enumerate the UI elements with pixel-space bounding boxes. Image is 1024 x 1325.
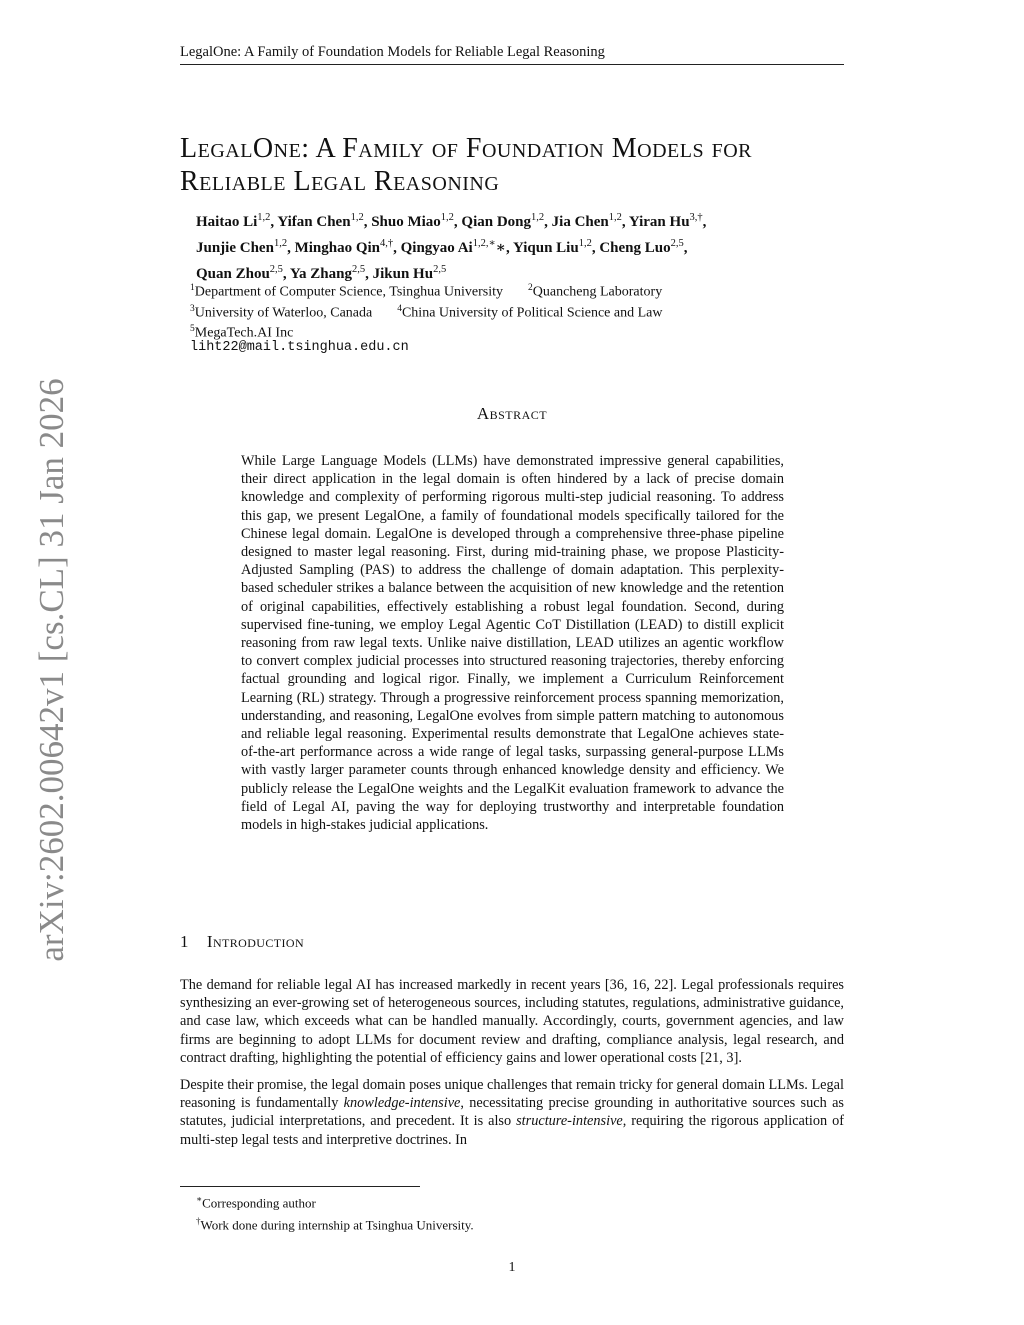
intro-p2-text-b: , necessitating precise grounding in authoritative sources such as statutes, judicial interpretations, and precedent. It is also — [180, 1095, 844, 1130]
footnotes — [196, 1190, 836, 1235]
affiliation-sup: 3 — [190, 303, 195, 314]
author-name: Cheng Luo — [599, 240, 671, 256]
author-sup: 2,5 — [351, 264, 366, 275]
footnote-rule — [180, 1186, 420, 1187]
section-number: 1 — [180, 932, 189, 951]
affiliation-row — [190, 280, 830, 301]
author-name: Jikun Hu — [372, 266, 434, 282]
footnote-mark: ∗ — [196, 1194, 203, 1204]
arxiv-identifier — [32, 380, 72, 960]
author-sep: , — [544, 214, 552, 230]
author-sep: , — [270, 214, 278, 230]
footnote — [196, 1212, 836, 1234]
author-name: Yiqun Liu — [512, 240, 579, 256]
affiliations — [190, 280, 830, 342]
author-name: Shuo Miao — [371, 214, 441, 230]
section-heading — [180, 932, 304, 952]
section-title: Introduction — [206, 932, 305, 951]
author-sup: 3,† — [689, 212, 703, 223]
author-sup: 2,5 — [433, 264, 447, 275]
intro-p2-text-a: Despite their promise, the legal domain poses unique challenges that remain tricky for general domain LLMs. Legal reasoning is fundamentally — [180, 1077, 844, 1112]
affiliation-text: Department of Computer Science, Tsinghua University — [194, 284, 503, 300]
footnote-text: Corresponding author — [202, 1195, 316, 1211]
author-list — [196, 207, 836, 285]
title-line-1: LegalOne: A Family of Foundation Models for — [180, 133, 752, 164]
author-sup: 1,2 — [257, 212, 271, 223]
footnote-mark: † — [196, 1216, 201, 1227]
running-head: LegalOne: A Family of Foundation Models for Reliable Legal Reasoning — [180, 44, 844, 65]
paper-title — [180, 132, 860, 198]
author-sup: 1,2 — [531, 212, 545, 223]
affiliation-sup: 2 — [528, 283, 533, 293]
author-sep: , — [453, 214, 462, 230]
author-sep: , — [393, 240, 401, 256]
affiliation-text: MegaTech.AI Inc — [194, 325, 294, 341]
affiliation-text: University of Waterloo, Canada — [194, 305, 373, 321]
introduction-body — [180, 976, 844, 1158]
author-sep: , — [365, 266, 373, 282]
author-name: Qingyao Ai — [400, 240, 473, 256]
author-sup: 2,5 — [269, 264, 283, 275]
author-name: Minghao Qin — [294, 240, 380, 256]
intro-paragraph-2 — [180, 1076, 844, 1149]
author-sep: , — [683, 240, 688, 256]
author-name: Haitao Li — [196, 214, 258, 230]
author-sup: 1,2 — [350, 212, 364, 223]
abstract-body: While Large Language Models (LLMs) have demonstrated impressive general capabilities, their direct application in the legal domain is often hindered by a lack of precise domain knowledge and complexity of performing rigorous multi-step judicial reasoning. To address this gap, we present LegalOne, a family of foundational models specifically tailored for the Chinese legal domain. LegalOne is developed through a comprehensive three-phase pipeline designed to master legal reasoning. First, during mid-training phase, we propose Plasticity-Adjusted Sampling (PAS) to address the challenge of domain adaptation. This perplexity-based scheduler strikes a balance between the acquisition of new knowledge and the retention of original capabilities, effectively establishing a robust legal foundation. Second, during supervised fine-tuning, we employ Legal Agentic CoT Distillation (LEAD) to distill explicit reasoning from raw legal texts. Unlike naive distillation, LEAD utilizes an agentic workflow to convert complex judicial processes into structured reasoning trajectories, thereby enforcing factual grounding and logical rigor. Finally, we implement a Curriculum Reinforcement Learning (RL) strategy. Through a progressive reinforcement process spanning memorization, understanding, and reasoning, LegalOne evolves from simple pattern matching to autonomous and reliable legal reasoning. Experimental results demonstrate that LegalOne achieves state-of-the-art performance across a wide range of legal tasks, surpassing general-purpose LLMs with vastly larger parameter counts through enhanced knowledge density and efficiency. We publicly release the LegalOne weights and the LegalKit evaluation framework to advance the field of Legal AI, paving the way for deploying trustworthy and interpretable foundation models in high-stakes judicial applications. — [241, 453, 784, 834]
abstract-heading: Abstract — [476, 404, 548, 423]
affiliation-sup: 5 — [190, 324, 195, 335]
author-sep: , — [591, 240, 600, 256]
author-sep: , — [621, 214, 629, 230]
author-sup: 2,5 — [670, 238, 684, 249]
title-line-2: Reliable Legal Reasoning — [180, 166, 500, 197]
intro-paragraph-1: The demand for reliable legal AI has increased markedly in recent years [36, 16, 22]. Legal professionals requires synthesizing an ever-growing set of heterogeneous sources, including statutes, regulations, administrative guidance, and case law, which exceeds what can be handled manually. Accordingly, courts, government agencies, and law firms are beginning to adopt LLMs for document review and drafting, compliance analysis, legal research, and contract drafting, highlighting the potential of efficiency gains and lower operational costs [21, 3]. — [180, 977, 844, 1066]
footnote — [196, 1190, 836, 1212]
affiliation-row — [190, 301, 830, 322]
affiliation-row — [190, 321, 830, 342]
contact-email[interactable]: liht22@mail.tsinghua.edu.cn — [190, 340, 409, 355]
intro-p2-emphasis-2: structure-intensive — [516, 1113, 623, 1130]
arxiv-identifier-text: arXiv:2602.00642v1 [cs.CL] 31 Jan 2026 — [32, 378, 71, 962]
intro-p2-text-c: , requiring the rigorous application of multi-step legal tests and interpretive doctrines. In — [180, 1113, 844, 1148]
author-name: Ya Zhang — [289, 266, 352, 282]
author-sup: 1,2 — [440, 212, 454, 223]
affiliation-sup: 1 — [190, 283, 195, 293]
author-sep: , — [702, 214, 707, 230]
author-name: Yiran Hu — [628, 214, 690, 230]
author-sup: 1,2,∗ — [472, 238, 496, 249]
author-sep: , — [363, 214, 372, 230]
author-name: Jia Chen — [551, 214, 609, 230]
affiliation-sup: 4 — [397, 303, 402, 314]
author-name: Junjie Chen — [196, 240, 274, 256]
author-sup: 1,2 — [578, 238, 592, 249]
author-sup: 1,2 — [273, 238, 288, 249]
intro-p2-emphasis-1: knowledge-intensive — [343, 1095, 461, 1112]
page-number: 1 — [508, 1260, 516, 1275]
affiliation-text: China University of Political Science and Law — [401, 305, 663, 321]
affiliation-text: Quancheng Laboratory — [532, 284, 663, 300]
author-name: Yifan Chen — [277, 214, 351, 230]
author-name: Quan Zhou — [196, 266, 270, 282]
author-sep: ∗, — [495, 240, 513, 256]
author-sup: 4,† — [380, 238, 394, 249]
author-sep: , — [287, 240, 295, 256]
author-sup: 1,2 — [608, 212, 622, 223]
author-name: Qian Dong — [461, 214, 532, 230]
footnote-text: Work done during internship at Tsinghua University. — [200, 1217, 474, 1233]
author-sep: , — [282, 266, 290, 282]
